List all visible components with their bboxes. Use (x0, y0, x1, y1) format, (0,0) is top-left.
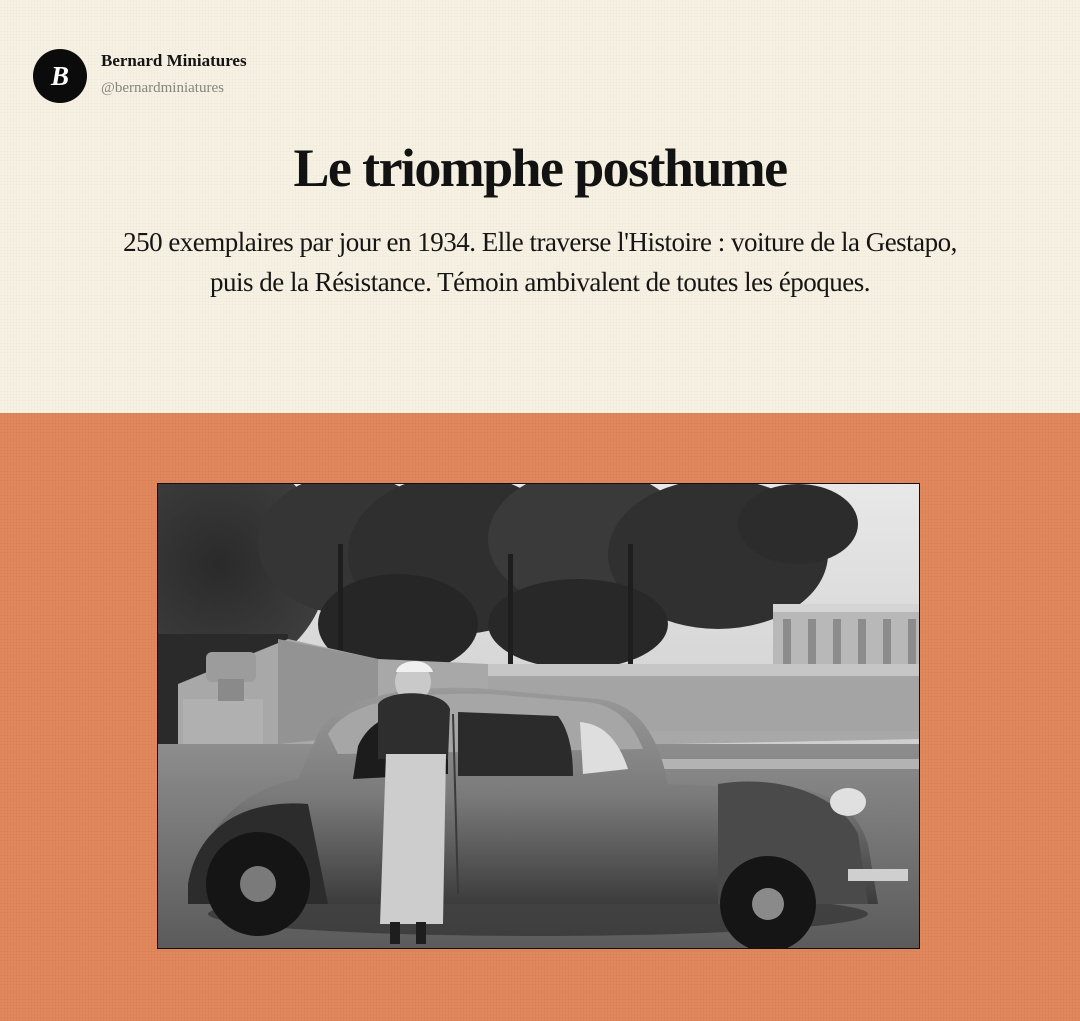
account-name[interactable]: Bernard Miniatures (101, 51, 247, 70)
photo-illustration (158, 484, 920, 949)
subtitle-line-1: 250 exemplaires par jour en 1934. Elle traverse l'Histoire : voiture de la Gestapo, (123, 227, 957, 257)
vintage-car-photo (157, 483, 920, 949)
avatar[interactable] (33, 49, 87, 103)
post-subtitle (60, 222, 1020, 302)
post-title: Le triomphe posthume (293, 138, 787, 198)
subtitle-line-2: puis de la Résistance. Témoin ambivalent de toutes les époques. (209, 267, 871, 297)
avatar-letter: B (50, 60, 69, 91)
header-section (0, 0, 1080, 413)
colonnade-building (773, 604, 920, 664)
woman-figure (378, 661, 450, 944)
account-handle[interactable]: @bernardminiatures (101, 80, 224, 96)
